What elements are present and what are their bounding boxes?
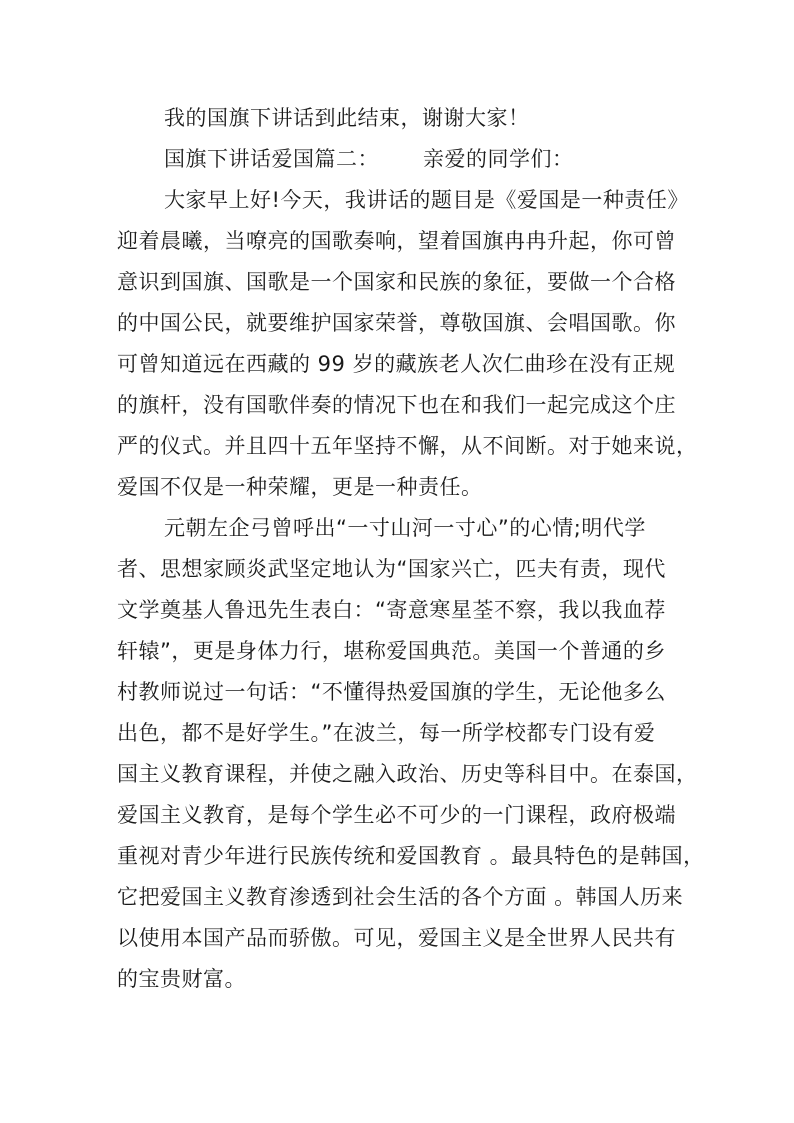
paragraph2-line-9: 重视对青少年进行民族传统和爱国教育 。最具特色的是韩国， xyxy=(117,844,705,868)
paragraph2-line-6: 出色，都不是好学生。”在波兰，每一所学校都专门设有爱 xyxy=(117,721,656,745)
section-title: 国旗下讲话爱国篇二： xyxy=(164,147,379,171)
closing-line: 我的国旗下讲话到此结束，谢谢大家！ xyxy=(164,106,530,130)
paragraph2-line-11: 以使用本国产品而骄傲。可见，爱国主义是全世界人民共有 xyxy=(117,926,676,950)
paragraph2-line-1: 元朝左企弓曾呼出“一寸山河一寸心”的心情;明代学 xyxy=(164,516,646,540)
paragraph1-line-6: 的旗杆，没有国歌伴奏的情况下也在和我们一起完成这个庄 xyxy=(117,393,676,417)
paragraph1-line-3: 意识到国旗、国歌是一个国家和民族的象征，要做一个合格 xyxy=(117,270,676,294)
heading-line xyxy=(164,145,724,173)
paragraph2-line-12: 的宝贵财富。 xyxy=(117,967,246,991)
paragraph1-line-2: 迎着晨曦，当嘹亮的国歌奏响，望着国旗冉冉升起，你可曾 xyxy=(117,229,676,253)
paragraph2-line-4: 轩辕”，更是身体力行，堪称爱国典范。美国一个普通的乡 xyxy=(117,639,666,663)
paragraph2-line-5: 村教师说过一句话：“不懂得热爱国旗的学生，无论他多么 xyxy=(117,680,666,704)
paragraph2-line-8: 爱国主义教育，是每个学生必不可少的一门课程，政府极端 xyxy=(117,803,676,827)
paragraph1-line-4: 的中国公民，就要维护国家荣誉，尊敬国旗、会唱国歌。你 xyxy=(117,311,676,335)
paragraph1-line-8: 爱国不仅是一种荣耀，更是一种责任。 xyxy=(117,475,483,499)
paragraph1-line-5: 可曾知道远在西藏的 99 岁的藏族老人次仁曲珍在没有正规 xyxy=(117,352,676,376)
paragraph1-line-7: 严的仪式。并且四十五年坚持不懈，从不间断。对于她来说， xyxy=(117,434,698,458)
paragraph2-line-10: 它把爱国主义教育渗透到社会生活的各个方面 。韩国人历来 xyxy=(117,885,684,909)
paragraph2-line-2: 者、思想家顾炎武坚定地认为“国家兴亡，匹夫有责，现代 xyxy=(117,557,666,581)
paragraph2-line-7: 国主义教育课程，并使之融入政治、历史等科目中。在泰国， xyxy=(117,762,698,786)
salutation: 亲爱的同学们： xyxy=(423,147,574,171)
paragraph2-line-3: 文学奠基人鲁迅先生表白：“寄意寒星荃不察，我以我血荐 xyxy=(117,598,666,622)
paragraph1-line-1: 大家早上好!今天，我讲话的题目是《爱国是一种责任》 xyxy=(164,188,689,212)
